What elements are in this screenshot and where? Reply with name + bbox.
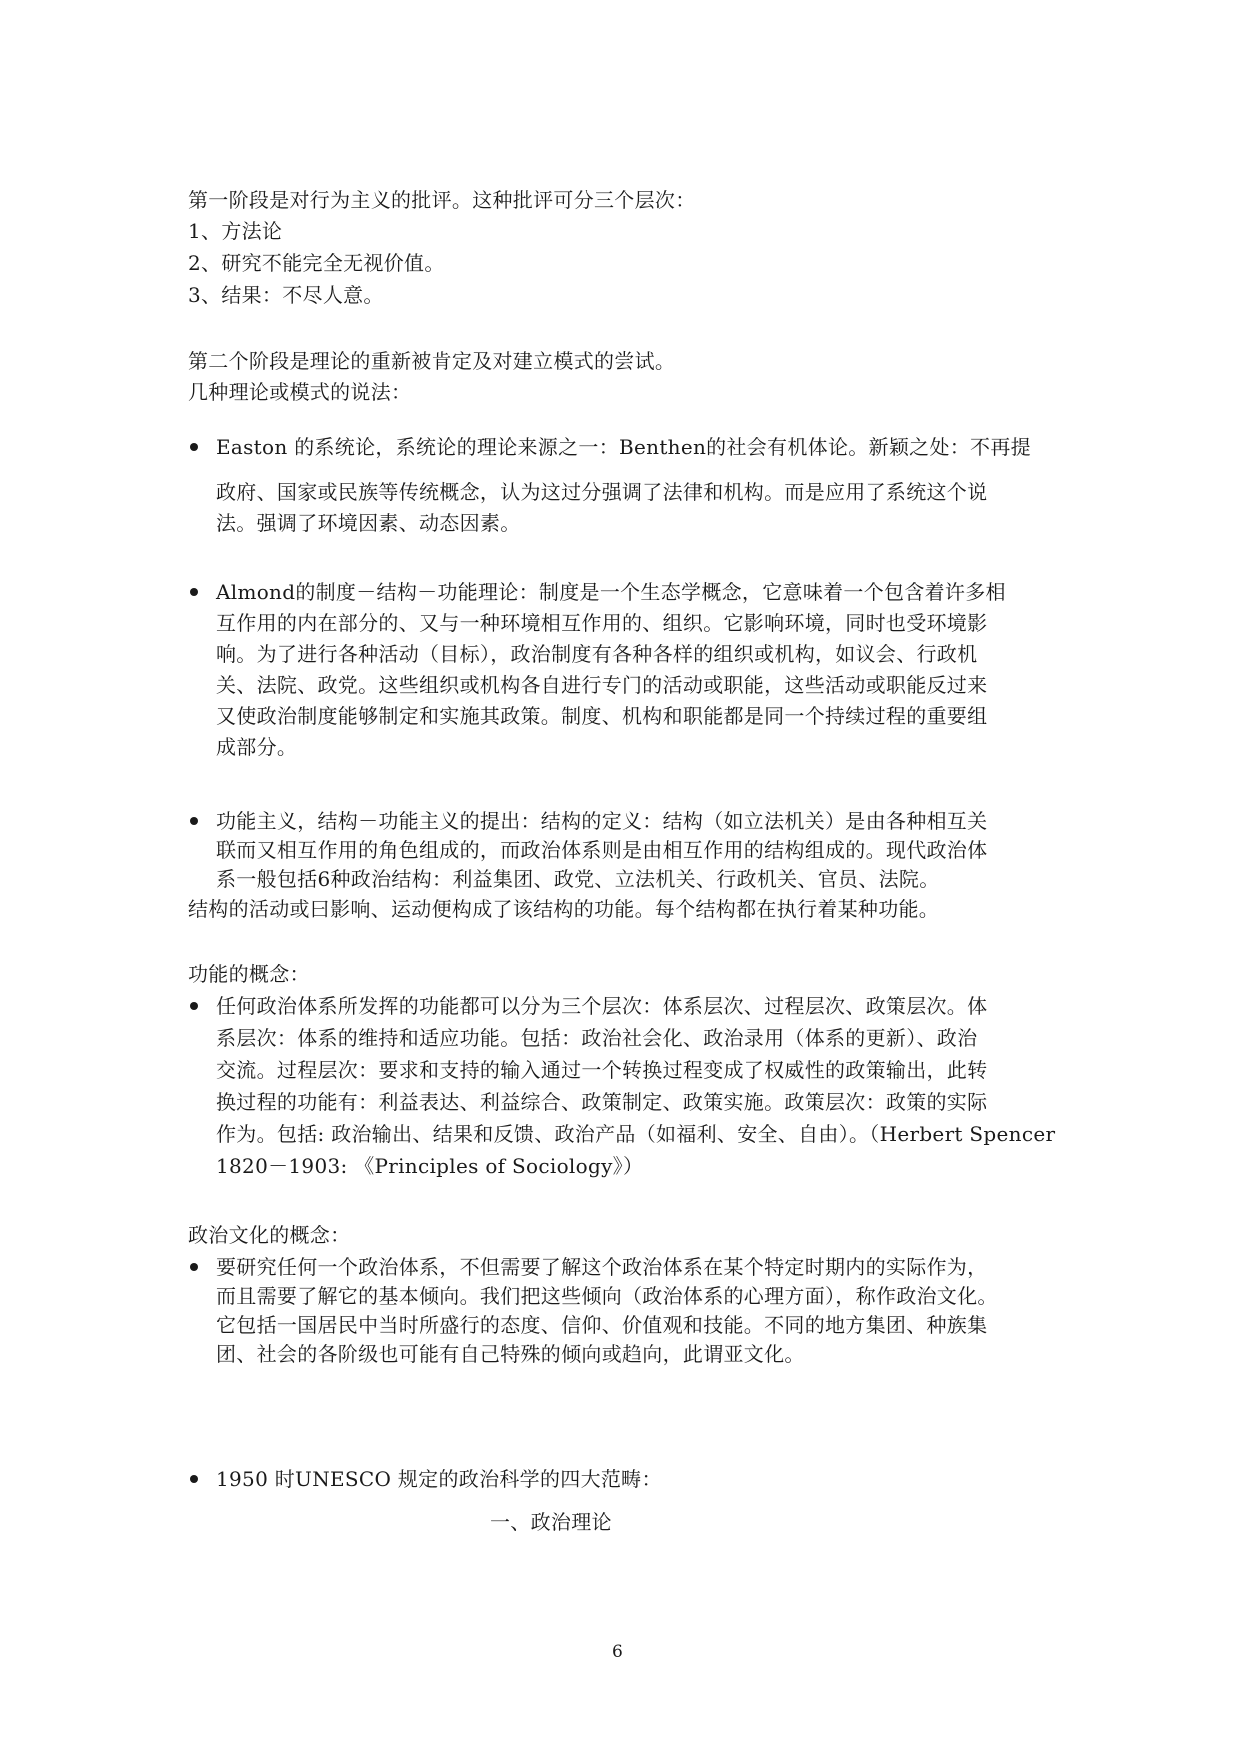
bullet-point — [190, 817, 198, 825]
functionalism-line: 系一般包括6种政治结构：利益集团、政党、立法机关、行政机关、官员、法院。 — [216, 867, 940, 891]
section2-heading: 第二个阶段是理论的重新被肯定及对建立模式的尝试。 — [188, 349, 676, 373]
almond-line: 又使政治制度能够制定和实施其政策。制度、机构和职能都是同一个持续过程的重要组 — [216, 704, 988, 728]
political-culture-line: 团、社会的各阶级也可能有自己特殊的倾向或趋向，此谓亚文化。 — [216, 1342, 805, 1366]
functionalism-after: 结构的活动或曰影响、运动便构成了该结构的功能。每个结构都在执行着某种功能。 — [188, 897, 940, 921]
function-concept-line: 交流。过程层次：要求和支持的输入通过一个转换过程变成了权威性的政策输出，此转 — [216, 1058, 988, 1082]
almond-line: 响。为了进行各种活动（目标），政治制度有各种各样的组织或机构，如议会、行政机 — [216, 642, 978, 666]
political-culture-line: 它包括一国居民中当时所盛行的态度、信仰、价值观和技能。不同的地方集团、种族集 — [216, 1313, 988, 1337]
political-culture-heading: 政治文化的概念： — [188, 1223, 351, 1247]
almond-line: 成部分。 — [216, 735, 298, 759]
functionalism-line: 功能主义，结构－功能主义的提出：结构的定义：结构（如立法机关）是由各种相互关 — [216, 809, 988, 833]
section1-item: 1、方法论 — [188, 219, 283, 243]
bullet-point — [190, 1263, 198, 1271]
section1-heading: 第一阶段是对行为主义的批评。这种批评可分三个层次： — [188, 188, 696, 212]
function-concept-line: 换过程的功能有：利益表达、利益综合、政策制定、政策实施。政策层次：政策的实际 — [216, 1090, 988, 1114]
political-culture-line: 而且需要了解它的基本倾向。我们把这些倾向（政治体系的心理方面），称作政治文化。 — [216, 1284, 998, 1308]
bullet-point — [190, 588, 198, 596]
almond-line: 互作用的内在部分的、又与一种环境相互作用的、组织。它影响环境，同时也受环境影 — [216, 611, 988, 635]
function-concept-line: 任何政治体系所发挥的功能都可以分为三个层次：体系层次、过程层次、政策层次。体 — [216, 994, 988, 1018]
function-concept-line: 作为。包括: 政治输出、结果和反馈、政治产品（如福利、安全、自由）。（Herbert Spencer — [216, 1122, 1056, 1146]
easton-line: 政府、国家或民族等传统概念，认为这过分强调了法律和机构。而是应用了系统这个说 — [216, 480, 988, 504]
unesco-subheading: 一、政治理论 — [490, 1510, 612, 1534]
bullet-point — [190, 1475, 198, 1483]
political-culture-line: 要研究任何一个政治体系，不但需要了解这个政治体系在某个特定时期内的实际作为， — [216, 1255, 988, 1279]
section1-item: 3、结果：不尽人意。 — [188, 283, 384, 307]
bullet-point — [190, 1002, 198, 1010]
section1-item: 2、研究不能完全无视价值。 — [188, 251, 445, 275]
easton-line: 法。强调了环境因素、动态因素。 — [216, 511, 521, 535]
almond-line: 关、法院、政党。这些组织或机构各自进行专门的活动或职能，这些活动或职能反过来 — [216, 673, 988, 697]
page-number: 6 — [612, 1642, 623, 1662]
function-concept-line: 1820－1903: 《Principles of Sociology》） — [216, 1154, 644, 1178]
functionalism-line: 联而又相互作用的角色组成的，而政治体系则是由相互作用的结构组成的。现代政治体 — [216, 838, 988, 862]
function-concept-line: 系层次：体系的维持和适应功能。包括：政治社会化、政治录用（体系的更新）、政治 — [216, 1026, 978, 1050]
function-concept-heading: 功能的概念： — [188, 962, 310, 986]
almond-line: Almond的制度－结构－功能理论：制度是一个生态学概念，它意味着一个包含着许多相 — [216, 580, 1006, 604]
bullet-point — [190, 443, 198, 451]
easton-line: Easton 的系统论，系统论的理论来源之一：Benthen的社会有机体论。新颖之处：不再提 — [216, 435, 1031, 459]
section2-subheading: 几种理论或模式的说法： — [188, 380, 412, 404]
unesco-line: 1950 时UNESCO 规定的政治科学的四大范畴： — [216, 1467, 662, 1491]
